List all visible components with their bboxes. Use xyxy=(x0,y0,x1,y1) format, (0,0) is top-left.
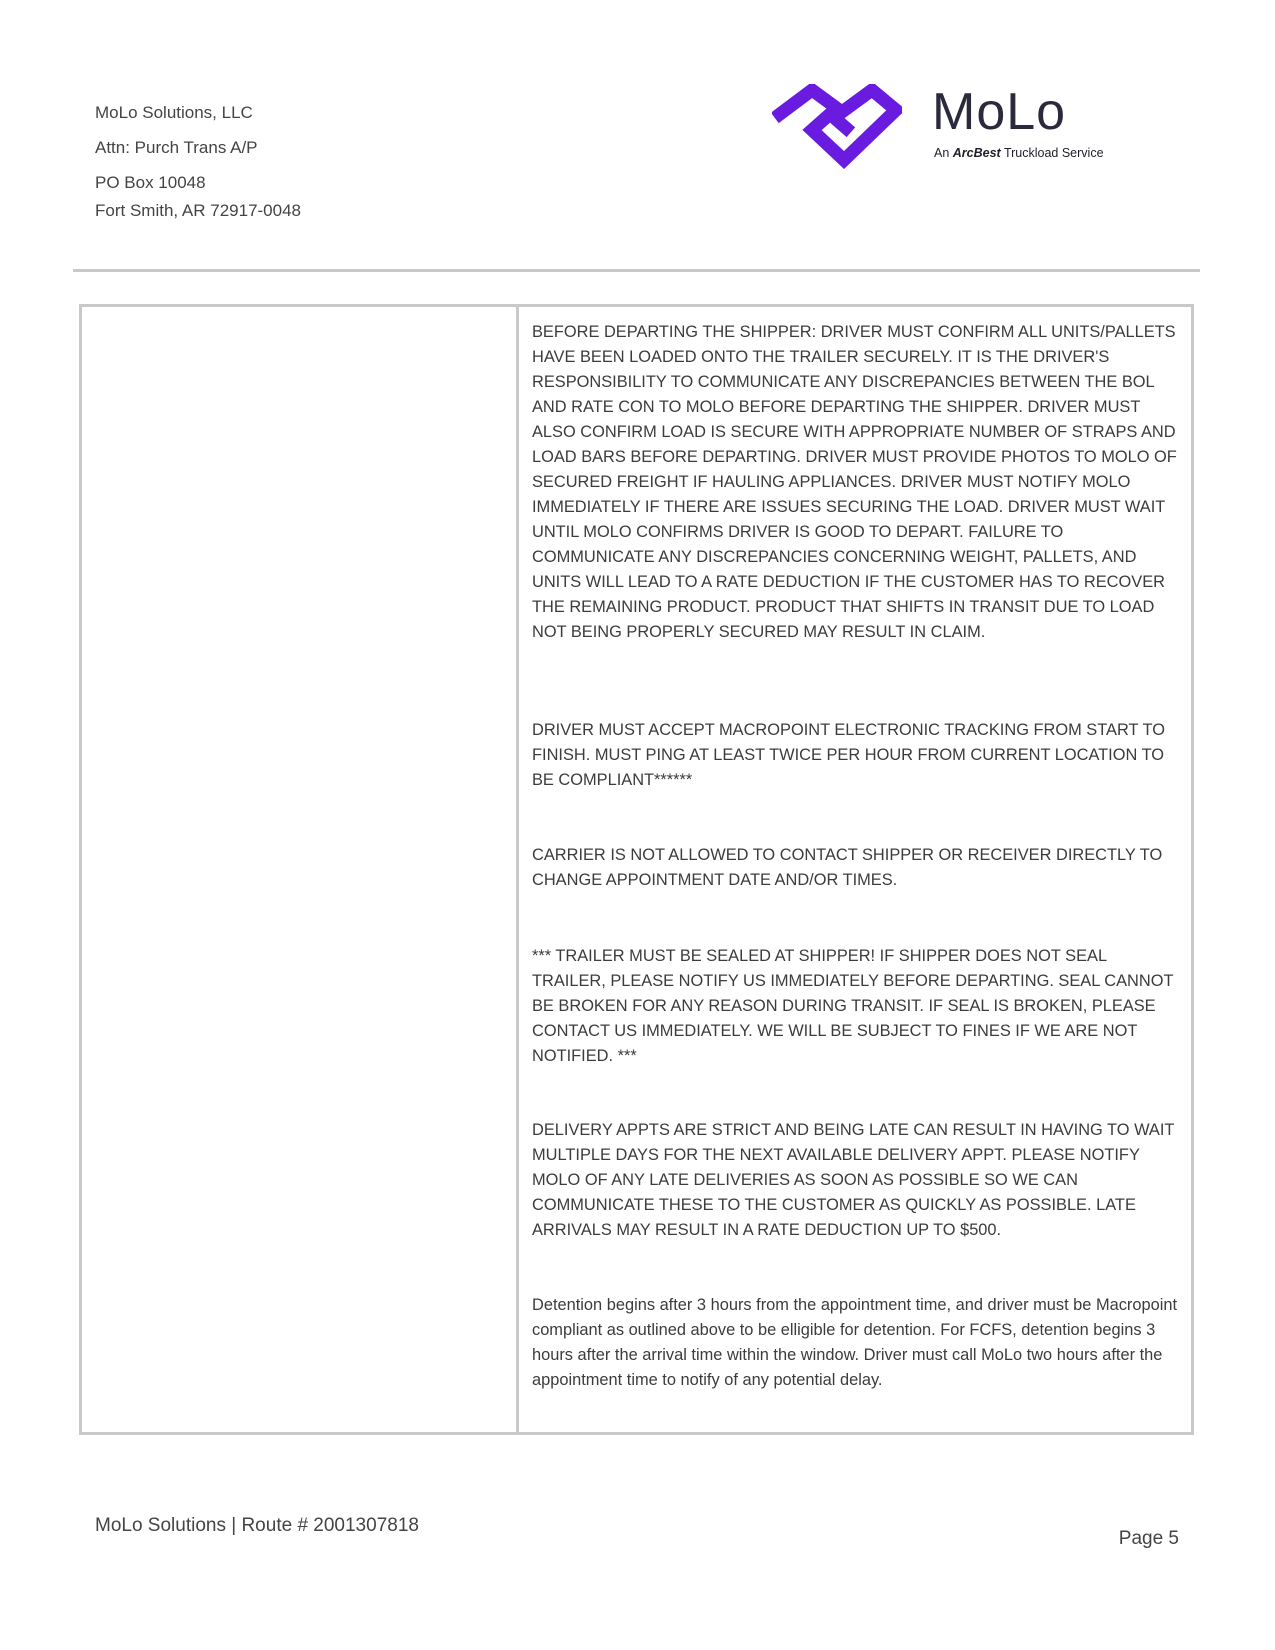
molo-chevron-mark-icon xyxy=(772,84,902,172)
header-divider xyxy=(73,269,1200,272)
molo-logo xyxy=(772,84,1152,176)
footer-route: MoLo Solutions | Route # 2001307818 xyxy=(95,1515,419,1536)
instruction-detention: Detention begins after 3 hours from the appointment time, and driver must be Macropoint compliant as outlined above to be elligible for detention. For FCFS, detention begins 3 hours after the arrival time within the window. Driver must call MoLo two hours after the appointment time to notify of any potential delay. xyxy=(532,1296,1178,1389)
logo-tagline xyxy=(934,146,1104,160)
address-po-box: PO Box 10048 xyxy=(95,173,206,192)
instruction-no-direct-contact: CARRIER IS NOT ALLOWED TO CONTACT SHIPPER OR RECEIVER DIRECTLY TO CHANGE APPOINTMENT DATE AND/OR TIMES. xyxy=(532,846,1163,889)
instruction-delivery-appointments: DELIVERY APPTS ARE STRICT AND BEING LATE CAN RESULT IN HAVING TO WAIT MULTIPLE DAYS FOR THE NEXT AVAILABLE DELIVERY APPT. PLEASE NOTIFY MOLO OF ANY LATE DELIVERIES AS SOON AS POSSIBLE SO WE CAN COMMUNICATE THESE TO THE CUSTOMER AS QUICKLY AS POSSIBLE. LATE ARRIVALS MAY RESULT IN A RATE DEDUCTION UP TO $500. xyxy=(532,1121,1175,1239)
logo-brand-name: MoLo xyxy=(932,83,1067,141)
address-company: MoLo Solutions, LLC xyxy=(95,103,253,122)
instruction-trailer-seal: *** TRAILER MUST BE SEALED AT SHIPPER! IF SHIPPER DOES NOT SEAL TRAILER, PLEASE NOTIFY US IMMEDIATELY BEFORE DEPARTING. SEAL CANNOT BE BROKEN FOR ANY REASON DURING TRANSIT. IF SEAL IS BROKEN, PLEASE CONTACT US IMMEDIATELY. WE WILL BE SUBJECT TO FINES IF WE ARE NOT NOTIFIED. *** xyxy=(532,947,1174,1065)
footer-page-number: Page 5 xyxy=(1118,1528,1179,1549)
tagline-prefix: An xyxy=(934,146,953,160)
tagline-company: ArcBest xyxy=(952,146,1001,160)
instructions-empty-cell xyxy=(82,307,519,1432)
address-city-state-zip: Fort Smith, AR 72917-0048 xyxy=(95,201,302,220)
instructions-cell xyxy=(532,307,1180,1432)
instruction-shipper-departure: BEFORE DEPARTING THE SHIPPER: DRIVER MUST CONFIRM ALL UNITS/PALLETS HAVE BEEN LOADED ONTO THE TRAILER SECURELY. IT IS THE DRIVER'S RESPONSIBILITY TO COMMUNICATE ANY DISCREPANCIES BETWEEN THE BOL AND RATE CON TO MOLO BEFORE DEPARTING THE SHIPPER. DRIVER MUST ALSO CONFIRM LOAD IS SECURE WITH APPROPRIATE NUMBER OF STRAPS AND LOAD BARS BEFORE DEPARTING. DRIVER MUST PROVIDE PHOTOS TO MOLO OF SECURED FREIGHT IF HAULING APPLIANCES. DRIVER MUST NOTIFY MOLO IMMEDIATELY IF THERE ARE ISSUES SECURING THE LOAD. DRIVER MUST WAIT UNTIL MOLO CONFIRMS DRIVER IS GOOD TO DEPART. FAILURE TO COMMUNICATE ANY DISCREPANCIES CONCERNING WEIGHT, PALLETS, AND UNITS WILL LEAD TO A RATE DEDUCTION IF THE CUSTOMER HAS TO RECOVER THE REMAINING PRODUCT. PRODUCT THAT SHIFTS IN TRANSIT DUE TO LOAD NOT BEING PROPERLY SECURED MAY RESULT IN CLAIM. xyxy=(532,323,1177,641)
address-attention: Attn: Purch Trans A/P xyxy=(95,138,258,157)
tagline-suffix: Truckload Service xyxy=(1000,146,1104,160)
instructions-table xyxy=(79,304,1194,1435)
instruction-macropoint-tracking: DRIVER MUST ACCEPT MACROPOINT ELECTRONIC TRACKING FROM START TO FINISH. MUST PING AT LEAST TWICE PER HOUR FROM CURRENT LOCATION TO BE COMPLIANT****** xyxy=(532,721,1165,789)
